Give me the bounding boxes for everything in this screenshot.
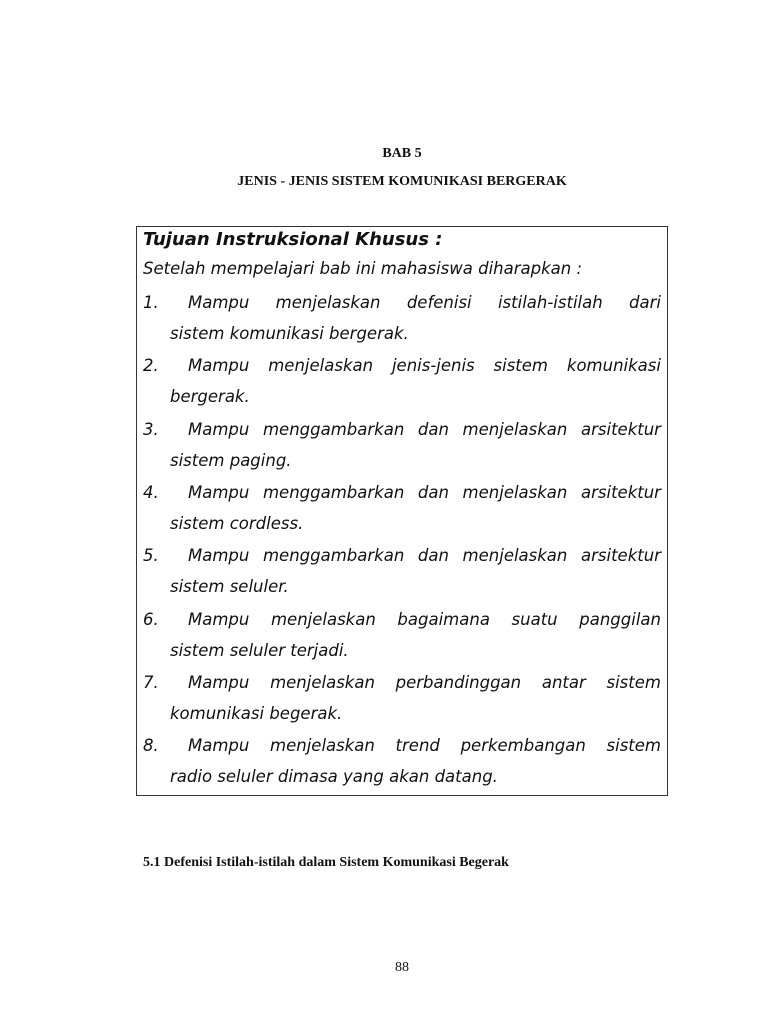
objective-word: dan bbox=[417, 482, 449, 502]
objective-line-2: bergerak. bbox=[170, 387, 250, 407]
objective-word: bagaimana bbox=[397, 609, 490, 629]
objective-item bbox=[143, 670, 661, 734]
objective-word: dan bbox=[417, 546, 449, 566]
objective-word: Mampu bbox=[188, 356, 250, 376]
objectives-intro: Setelah mempelajari bab ini mahasiswa diharapkan : bbox=[143, 259, 583, 278]
objectives-box bbox=[136, 226, 668, 796]
objective-item bbox=[143, 417, 661, 481]
chapter-title: JENIS - JENIS SISTEM KOMUNIKASI BERGERAK bbox=[237, 174, 567, 189]
objective-line-2: sistem seluler. bbox=[170, 577, 289, 597]
objective-line-2: sistem seluler terjadi. bbox=[170, 640, 349, 660]
objective-first-line-words bbox=[188, 353, 661, 379]
objective-item bbox=[143, 733, 661, 797]
objective-word: sistem bbox=[606, 736, 661, 756]
objective-line-2: radio seluler dimasa yang akan datang. bbox=[170, 767, 498, 787]
objective-word: menjelaskan bbox=[270, 672, 375, 692]
objective-number: 4. bbox=[143, 482, 159, 502]
objective-word: dari bbox=[629, 293, 661, 312]
objective-word: menjelaskan bbox=[462, 419, 568, 439]
objective-item bbox=[143, 290, 661, 354]
objective-first-line-words bbox=[188, 290, 661, 316]
objectives-heading: Tujuan Instruksional Khusus : bbox=[143, 229, 443, 250]
objective-word: arsitektur bbox=[581, 546, 661, 566]
objective-line-1 bbox=[143, 353, 661, 379]
objective-number: 6. bbox=[143, 609, 159, 629]
objective-item bbox=[143, 543, 661, 607]
objective-word: menjelaskan bbox=[270, 736, 375, 756]
objective-line-1 bbox=[143, 670, 661, 696]
objective-word: menggambarkan bbox=[262, 419, 405, 439]
objective-line-1 bbox=[143, 607, 661, 633]
objective-line-1 bbox=[143, 733, 661, 759]
objective-line-1 bbox=[143, 417, 661, 443]
objective-number: 5. bbox=[143, 546, 159, 566]
objective-word: perkembangan bbox=[460, 736, 586, 756]
objective-word: antar bbox=[541, 672, 586, 692]
objective-word: Mampu bbox=[188, 546, 250, 566]
objective-first-line-words bbox=[188, 670, 661, 696]
objective-first-line-words bbox=[188, 543, 661, 569]
objective-word: menjelaskan bbox=[268, 356, 374, 376]
objective-word: dan bbox=[417, 419, 449, 439]
objective-line-1 bbox=[143, 480, 661, 506]
objective-word: Mampu bbox=[188, 419, 250, 439]
objective-word: menggambarkan bbox=[262, 546, 405, 566]
objective-number: 7. bbox=[143, 672, 159, 692]
objective-word: menjelaskan bbox=[462, 482, 568, 502]
objective-number: 2. bbox=[143, 356, 159, 376]
objective-first-line-words bbox=[188, 733, 661, 759]
objective-line-2: komunikasi begerak. bbox=[170, 703, 343, 723]
objective-line-2: sistem cordless. bbox=[170, 513, 304, 533]
objective-word: jenis-jenis bbox=[391, 356, 475, 376]
section-heading: 5.1 Defenisi Istilah-istilah dalam Sistem Komunikasi Begerak bbox=[143, 855, 509, 870]
objective-word: menjelaskan bbox=[270, 609, 376, 629]
objective-line-2: sistem komunikasi bergerak. bbox=[170, 324, 409, 343]
objective-number: 3. bbox=[143, 419, 159, 439]
objective-word: menjelaskan bbox=[462, 546, 568, 566]
objective-word: sistem bbox=[493, 356, 549, 376]
objective-word: defenisi bbox=[406, 293, 472, 312]
objective-item bbox=[143, 480, 661, 544]
objective-first-line-words bbox=[188, 417, 661, 443]
objective-word: Mampu bbox=[188, 609, 250, 629]
objective-word: suatu bbox=[511, 609, 558, 629]
objective-item bbox=[143, 607, 661, 671]
objective-word: sistem bbox=[606, 672, 661, 692]
objective-word: Mampu bbox=[188, 293, 250, 312]
objective-line-2: sistem paging. bbox=[170, 450, 292, 470]
objective-word: trend bbox=[395, 736, 440, 756]
objective-first-line-words bbox=[188, 607, 661, 633]
objective-line-1 bbox=[143, 290, 661, 316]
objective-word: perbandinggan bbox=[395, 672, 522, 692]
objective-word: komunikasi bbox=[566, 356, 661, 376]
objective-item bbox=[143, 353, 661, 417]
page-number: 88 bbox=[395, 960, 409, 975]
objective-word: panggilan bbox=[579, 609, 661, 629]
objective-word: menggambarkan bbox=[262, 482, 405, 502]
objective-number: 8. bbox=[143, 736, 159, 756]
objective-line-1 bbox=[143, 543, 661, 569]
objective-word: Mampu bbox=[188, 736, 250, 756]
objective-word: istilah-istilah bbox=[497, 293, 603, 312]
objective-number: 1. bbox=[143, 293, 159, 312]
objective-word: Mampu bbox=[188, 672, 250, 692]
chapter-number: BAB 5 bbox=[382, 146, 422, 161]
objective-word: menjelaskan bbox=[275, 293, 381, 312]
objective-word: arsitektur bbox=[581, 419, 661, 439]
objective-word: Mampu bbox=[188, 482, 250, 502]
objective-word: arsitektur bbox=[581, 482, 661, 502]
objective-first-line-words bbox=[188, 480, 661, 506]
